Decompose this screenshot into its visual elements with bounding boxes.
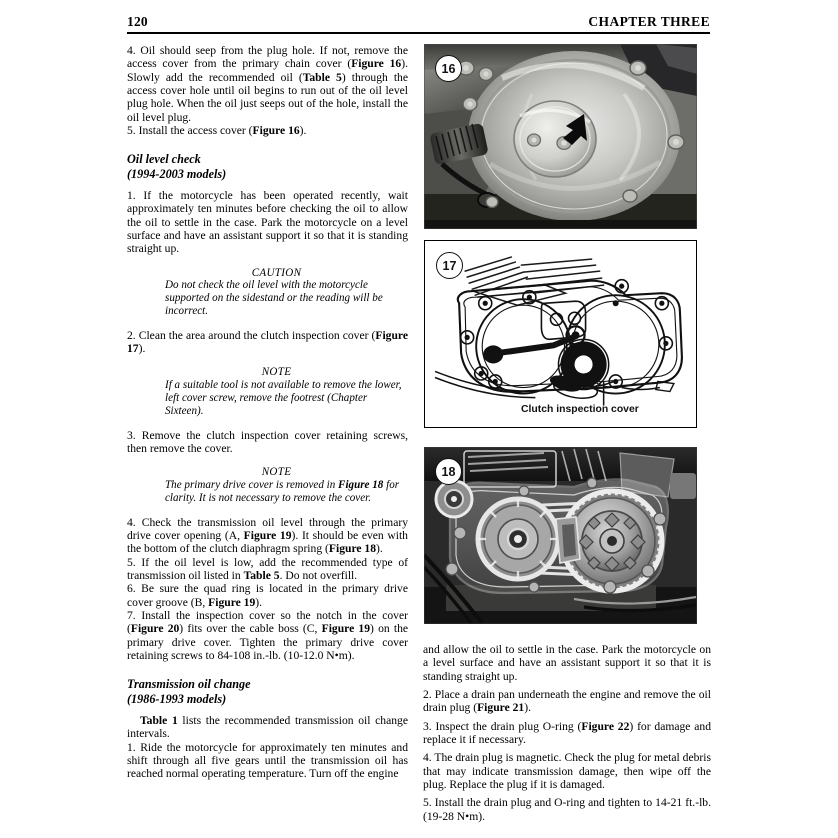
paragraph-step-5: 5. Install the access cover (Figure 16). xyxy=(127,124,307,138)
figure-18-photograph xyxy=(424,447,697,624)
right-column xyxy=(423,643,711,823)
note-title-2: NOTE xyxy=(261,466,292,479)
left-column xyxy=(127,44,408,781)
figure-number-17: 17 xyxy=(436,252,463,279)
note-block-2 xyxy=(127,466,408,504)
paragraph-rc-4: 4. The drain plug is magnetic. Check the plug for metal debris that may indicate transmission damage, then wipe off the plug. Replace the plug if it is damaged. xyxy=(423,751,711,792)
section-heading-transmission-oil-change xyxy=(127,677,408,705)
figure-16-photograph xyxy=(424,44,697,229)
section-title: Oil level check xyxy=(127,152,201,167)
figure-16 xyxy=(424,44,697,229)
note-title: NOTE xyxy=(261,366,292,379)
section-heading-oil-level-check xyxy=(127,152,408,180)
figure-17 xyxy=(424,240,697,428)
paragraph-olc-1: 1. If the motorcycle has been operated recently, wait approximately ten minutes before checking the oil to allow the oil to settle in the case. Park the motorcycle on a level surface and have an assistant support it so that it is standing straight up. xyxy=(127,188,408,256)
paragraph-rc-continuation: and allow the oil to settle in the case. Park the motorcycle on a level surface and have an assistant support it so that it is standing straight up. xyxy=(423,643,711,683)
paragraph-olc-4: 4. Check the transmission oil level through the primary drive cover opening (A, Figure 19). It should be even with the bottom of the clutch diaphragm spring (Figure 18). xyxy=(127,515,408,556)
paragraph-olc-7: 7. Install the inspection cover so the notch in the cover (Figure 20) fits over the cable boss (C, Figure 19) on the primary drive cover. Tighten the primary drive cover retaining screws to 84-108 in.-lb. (10-12.0 N•m). xyxy=(127,609,409,663)
section-subtitle-2: (1986-1993 models) xyxy=(127,691,227,706)
figure-number-16: 16 xyxy=(435,55,462,82)
figure-17-line-drawing xyxy=(425,241,696,427)
paragraph-step-4: 4. Oil should seep from the plug hole. If not, remove the access cover from the primary chain cover (Figure 16). Slowly add the recommended oil (Table 5) through the access cover hole until oil begins to run out of the oil level plug hole. When the oil just seeps out of the hole, install the oil level plug. xyxy=(127,44,409,124)
paragraph-olc-2: 2. Clean the area around the clutch inspection cover (Figure 17). xyxy=(127,328,408,356)
caution-block xyxy=(127,267,408,318)
figure-17-caption: Clutch inspection cover xyxy=(521,404,639,415)
note-block-1 xyxy=(127,366,408,417)
paragraph-olc-3: 3. Remove the clutch inspection cover retaining screws, then remove the cover. xyxy=(127,428,408,455)
section-title-2: Transmission oil change xyxy=(127,677,251,692)
note-body: If a suitable tool is not available to remove the lower, left cover screw, remove the footrest (Chapter Sixteen). xyxy=(165,379,402,417)
caution-body: Do not check the oil level with the motorcycle supported on the sidestand or the reading will be incorrect. xyxy=(165,279,383,317)
paragraph-olc-6: 6. Be sure the quad ring is located in the primary drive cover groove (B, Figure 19). xyxy=(127,582,408,609)
paragraph-rc-5: 5. Install the drain plug and O-ring and tighten to 14-21 ft.-lb. (19-28 N•m). xyxy=(423,796,711,823)
figure-18 xyxy=(424,447,697,624)
section-subtitle: (1994-2003 models) xyxy=(127,166,227,181)
paragraph-olc-5: 5. If the oil level is low, add the recommended type of transmission oil listed in Table 5. Do not overfill. xyxy=(127,555,408,583)
paragraph-toc-intro: Table 1 lists the recommended transmission oil change intervals. xyxy=(127,713,408,741)
chapter-title: CHAPTER THREE xyxy=(588,14,710,29)
page-number: 120 xyxy=(127,14,148,29)
paragraph-toc-1: 1. Ride the motorcycle for approximately ten minutes and shift through all five gears until the transmission oil has reached normal operating temperature. Turn off the engine xyxy=(127,740,408,781)
caution-title: CAUTION xyxy=(251,266,302,279)
paragraph-rc-3: 3. Inspect the drain plug O-ring (Figure 22) for damage and replace it if necessary. xyxy=(423,719,711,747)
note-body-2: The primary drive cover is removed in Figure 18 for clarity. It is not necessary to remove the cover. xyxy=(165,479,400,504)
header-rule xyxy=(127,32,710,34)
figure-number-18: 18 xyxy=(435,458,462,485)
paragraph-rc-2: 2. Place a drain pan underneath the engine and remove the oil drain plug (Figure 21). xyxy=(423,688,711,715)
running-head xyxy=(127,14,710,30)
